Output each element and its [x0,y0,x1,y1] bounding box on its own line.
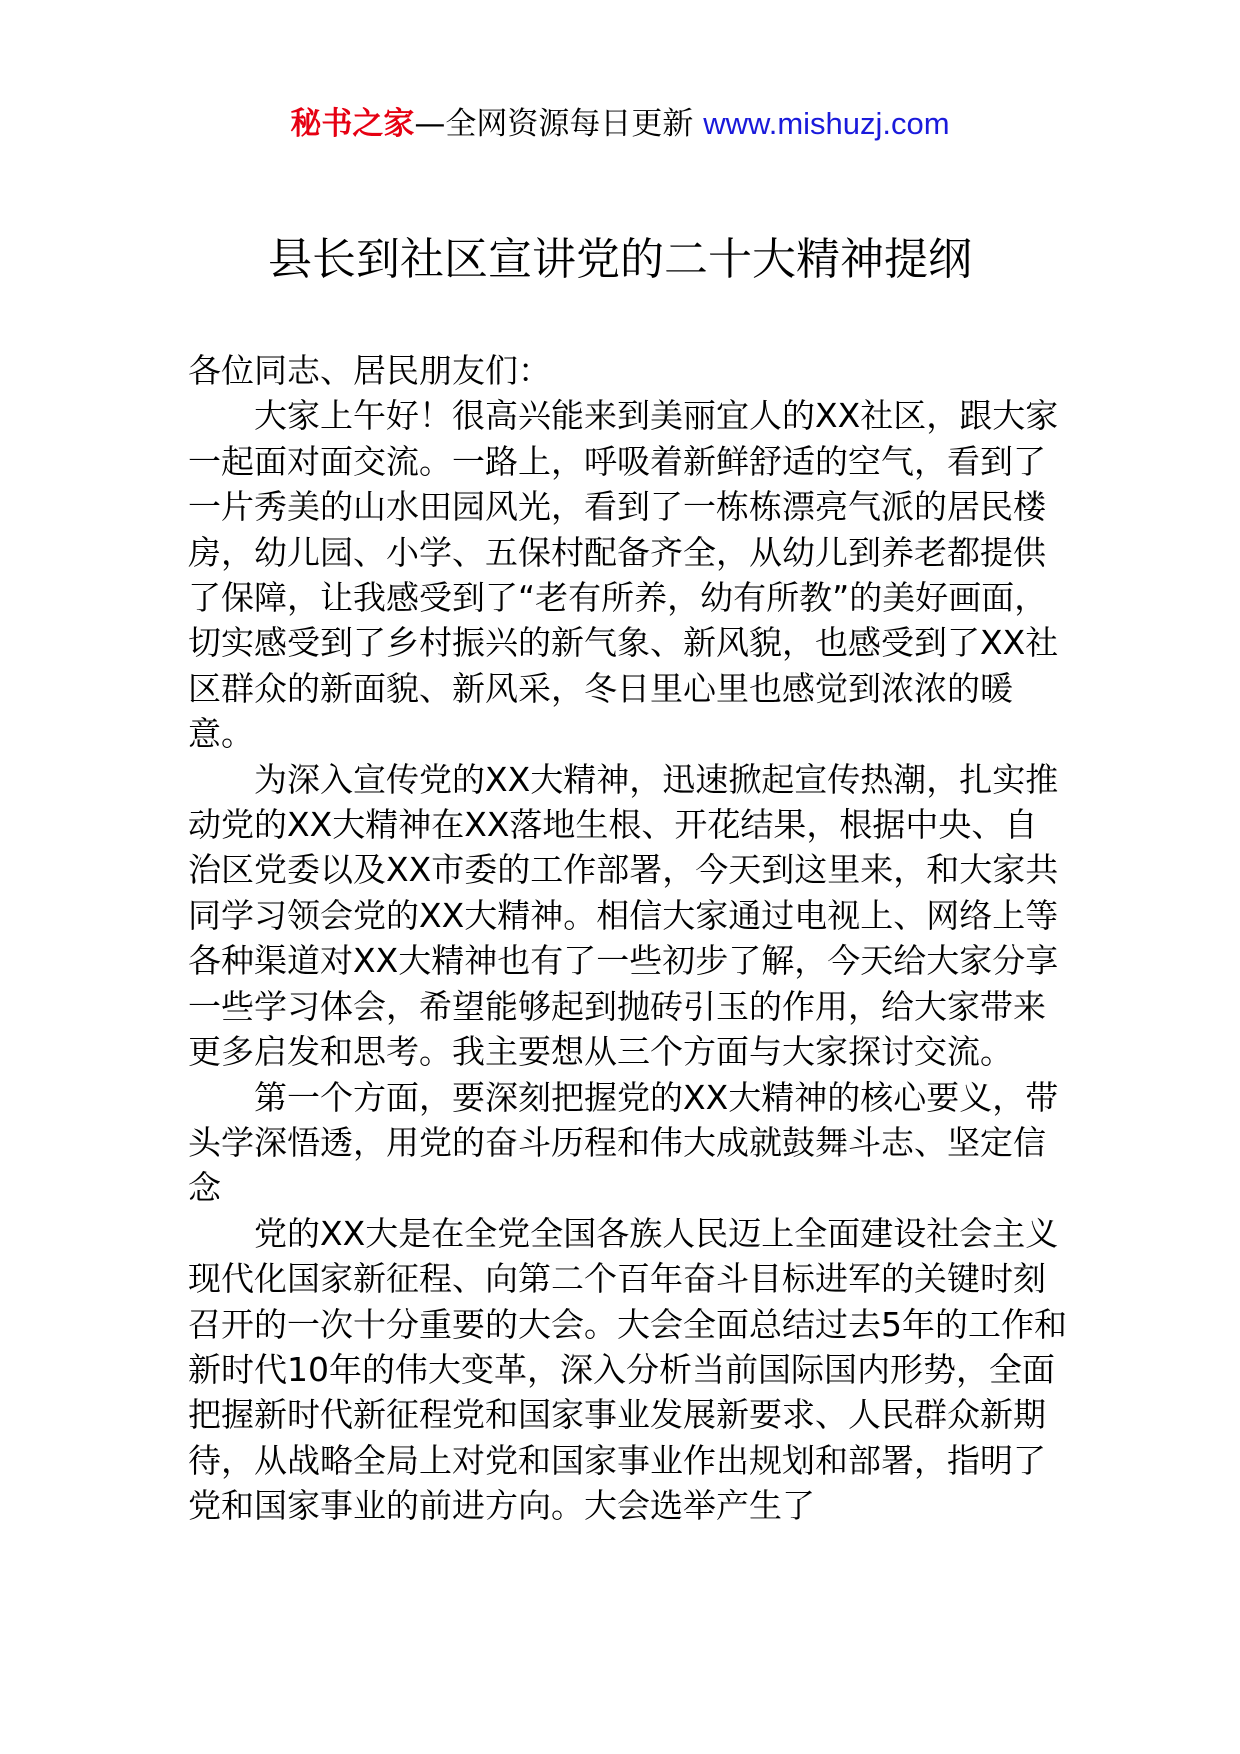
greeting-line: 各位同志、居民朋友们： [188,351,551,390]
section-heading-paragraph: 第一个方面，要深刻把握党的XX大精神的核心要义，带头学深悟透，用党的奋斗历程和伟大成就鼓舞斗志、坚定信念 [188,1077,1059,1208]
site-header [0,104,1240,144]
document-body [188,348,1068,1529]
header-tagline: —全网资源每日更新 [414,106,704,142]
paragraph: 大家上午好！很高兴能来到美丽宜人的XX社区，跟大家一起面对面交流。一路上，呼吸着新鲜舒适的空气，看到了一片秀美的山水田园风光，看到了一栋栋漂亮气派的居民楼房，幼儿园、小学、五保村配备齐全，从幼儿到养老都提供了保障，让我感受到了“老有所养，幼有所教”的美好画面，切实感受到了乡村振兴的新气象、新风貌，也感受到了XX社区群众的新面貌、新风采，冬日里心里也感觉到浓浓的暖意。 [188,396,1059,754]
document-title: 县长到社区宣讲党的二十大精神提纲 [268,234,972,285]
paragraph: 党的XX大是在全党全国各族人民迈上全面建设社会主义现代化国家新征程、向第二个百年奋斗目标进军的关键时刻召开的一次十分重要的大会。大会全面总结过去5年的工作和新时代10年的伟大变革，深入分析当前国际国内形势，全面把握新时代新征程党和国家事业发展新要求、人民群众新期待，从战略全局上对党和国家事业作出规划和部署，指明了党和国家事业的前进方向。大会选举产生了 [188,1213,1067,1526]
brand-name: 秘书之家 [290,106,415,142]
site-url-link[interactable]: www.mishuzj.com [703,106,950,141]
paragraph: 为深入宣传党的XX大精神，迅速掀起宣传热潮，扎实推动党的XX大精神在XX落地生根、开花结果，根据中央、自治区党委以及XX市委的工作部署，今天到这里来，和大家共同学习领会党的XX大精神。相信大家通过电视上、网络上等各种渠道对XX大精神也有了一些初步了解，今天给大家分享一些学习体会，希望能够起到抛砖引玉的作用，给大家带来更多启发和思考。我主要想从三个方面与大家探讨交流。 [188,759,1059,1072]
